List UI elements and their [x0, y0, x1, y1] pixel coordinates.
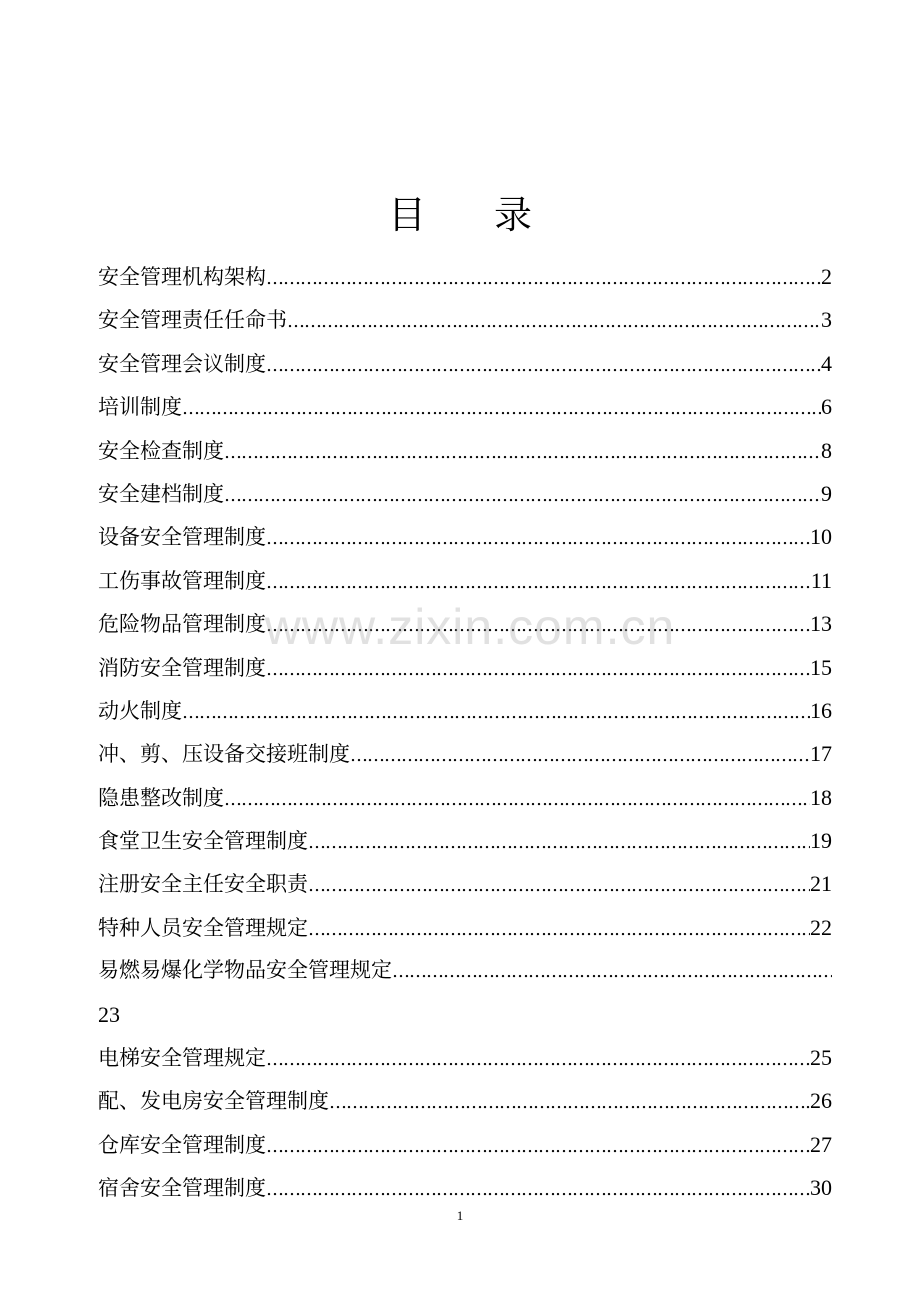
toc-entry-label: 电梯安全管理规定 [98, 1046, 266, 1071]
toc-entry-page: 16 [810, 697, 832, 723]
toc-dot-leader [266, 604, 810, 647]
toc-entry-page: 4 [821, 350, 832, 376]
toc-entry[interactable] [98, 472, 832, 515]
toc-entry[interactable] [98, 515, 832, 558]
page-title [0, 190, 920, 240]
toc-entry-page: 10 [810, 524, 832, 550]
toc-entry[interactable] [98, 1123, 832, 1166]
toc-entry[interactable] [98, 255, 832, 298]
toc-entry-label: 配、发电房安全管理制度 [98, 1089, 329, 1114]
toc-dot-leader [266, 1125, 810, 1168]
toc-entry[interactable] [98, 862, 832, 905]
toc-dot-leader [287, 300, 821, 343]
page-number: 1 [456, 1208, 464, 1223]
toc-entry[interactable] [98, 1079, 832, 1122]
toc-dot-leader [266, 561, 811, 604]
toc-entry-label: 工伤事故管理制度 [98, 568, 266, 593]
toc-entry[interactable] [98, 949, 832, 992]
toc-entry[interactable] [98, 1166, 832, 1209]
toc-entry-page: 8 [821, 437, 832, 463]
toc-entry-page: 25 [810, 1045, 832, 1071]
toc-entry[interactable] [98, 559, 832, 602]
toc-entry[interactable] [98, 385, 832, 428]
toc-entry-page: 23 [98, 1001, 120, 1027]
toc-entry-page: 11 [810, 567, 832, 593]
toc-dot-leader [182, 387, 821, 430]
toc-entry[interactable] [98, 776, 832, 819]
toc-entry-label: 仓库安全管理制度 [98, 1132, 266, 1157]
toc-entry-page: 6 [821, 394, 832, 420]
toc-dot-leader [308, 908, 810, 951]
toc-dot-leader [182, 691, 810, 734]
toc-entry[interactable] [98, 906, 832, 949]
toc-entry-label: 设备安全管理制度 [98, 525, 266, 550]
toc-dot-leader [329, 1081, 810, 1124]
toc-entry[interactable] [98, 819, 832, 862]
toc-dot-leader [266, 257, 821, 300]
toc-entry[interactable] [98, 1036, 832, 1079]
toc-entry-page: 9 [821, 480, 832, 506]
toc-entry-label: 安全检查制度 [98, 438, 224, 463]
toc-entry-page: 22 [810, 914, 832, 940]
toc-dot-leader [266, 344, 821, 387]
toc-dot-leader [266, 648, 810, 691]
title-char-2: 录 [494, 193, 533, 237]
toc-entry[interactable] [98, 342, 832, 385]
toc-entry-label: 宿舍安全管理制度 [98, 1176, 266, 1201]
toc-entry-page: 18 [810, 784, 832, 810]
toc-entry-page: 13 [810, 611, 832, 637]
toc-entry[interactable] [98, 732, 832, 775]
toc-entry-label: 安全建档制度 [98, 481, 224, 506]
toc-entry[interactable] [98, 298, 832, 341]
toc-entry-label: 注册安全主任安全职责 [98, 872, 308, 897]
toc-entry-page: 21 [810, 871, 832, 897]
toc-entry-page: 3 [821, 307, 832, 333]
toc-dot-leader [224, 778, 810, 821]
watermark: www.zixin.com.cn [264, 599, 676, 655]
toc-entry-label: 动火制度 [98, 698, 182, 723]
toc-entry-page: 2 [821, 264, 832, 289]
toc-dot-leader [392, 950, 832, 993]
toc-entry[interactable] [98, 602, 832, 645]
toc-entry-label: 危险物品管理制度 [98, 612, 266, 637]
toc-entry-page: 17 [810, 741, 832, 767]
toc-dot-leader [224, 431, 821, 474]
toc-dot-leader [266, 1168, 810, 1211]
toc-entry-continuation[interactable] [98, 993, 832, 1036]
toc-entry-label: 隐患整改制度 [98, 785, 224, 810]
toc-entry-label: 易燃易爆化学物品安全管理规定 [98, 958, 392, 983]
table-of-contents [98, 255, 832, 1210]
toc-entry-page: 15 [810, 654, 832, 680]
toc-entry-label: 培训制度 [98, 395, 182, 420]
toc-entry-page: 26 [810, 1088, 832, 1114]
toc-entry-label: 冲、剪、压设备交接班制度 [98, 742, 350, 767]
toc-entry[interactable] [98, 646, 832, 689]
toc-entry-label: 安全管理责任任命书 [98, 308, 287, 333]
toc-entry-label: 食堂卫生安全管理制度 [98, 829, 308, 854]
toc-entry[interactable] [98, 429, 832, 472]
toc-dot-leader [266, 517, 810, 560]
toc-entry-label: 安全管理机构架构 [98, 265, 266, 289]
toc-dot-leader [308, 864, 810, 907]
toc-entry-page: 19 [810, 828, 832, 854]
toc-entry-label: 消防安全管理制度 [98, 655, 266, 680]
toc-dot-leader [350, 734, 810, 777]
toc-entry-page: 27 [810, 1131, 832, 1157]
toc-dot-leader [308, 821, 810, 864]
toc-entry[interactable] [98, 689, 832, 732]
toc-entry-page: 30 [810, 1175, 832, 1201]
toc-dot-leader [266, 1038, 810, 1081]
toc-entry-label: 特种人员安全管理规定 [98, 915, 308, 940]
toc-dot-leader [224, 474, 821, 517]
title-char-1: 目 [387, 193, 426, 237]
toc-entry-label: 安全管理会议制度 [98, 351, 266, 376]
